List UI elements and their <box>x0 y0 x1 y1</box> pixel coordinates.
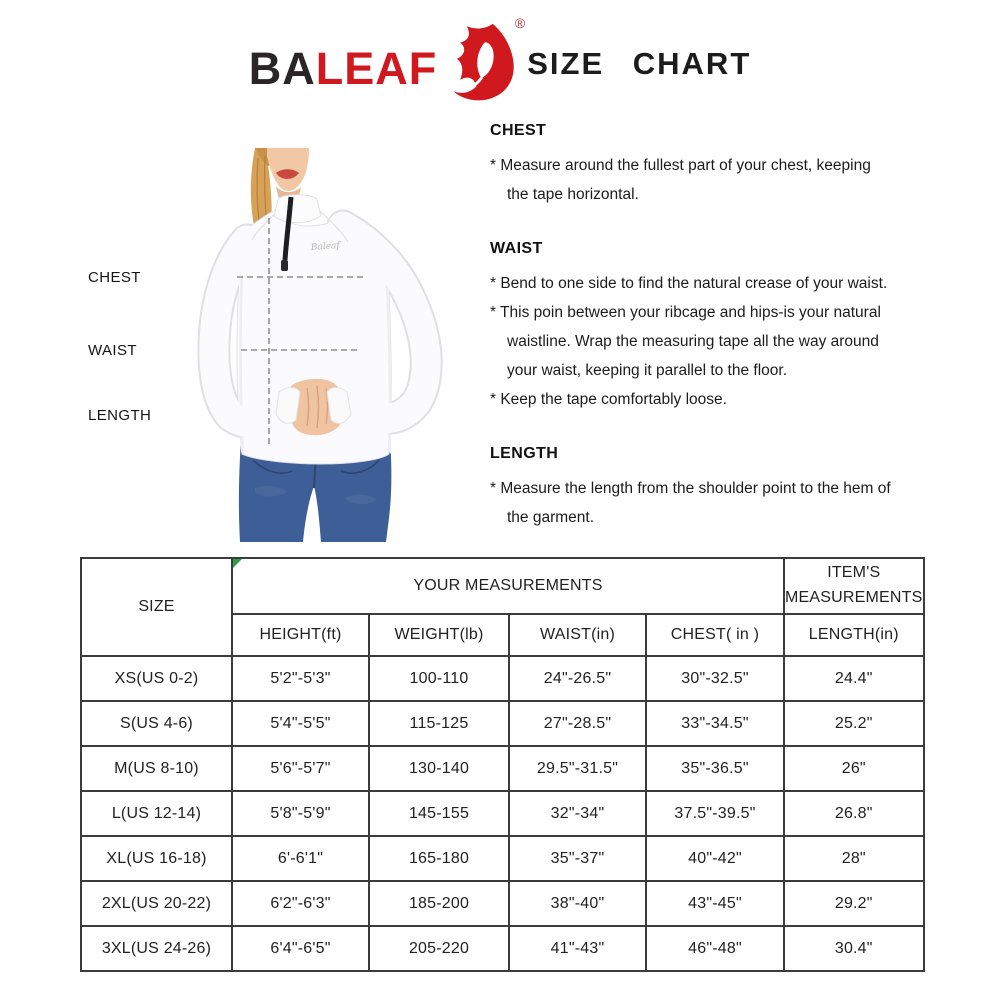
page-title: SIZE CHART <box>527 46 752 81</box>
instruction-line: * Bend to one side to find the natural crease of your waist. <box>490 275 888 292</box>
instruction-chest-heading: CHEST <box>490 122 547 139</box>
cell-length: 30.4" <box>784 926 924 971</box>
instruction-line: * Measure around the fullest part of your chest, keeping <box>490 157 871 174</box>
cell-chest: 43"-45" <box>646 881 784 926</box>
cell-waist: 29.5"-31.5" <box>509 746 646 791</box>
column-header-length: LENGTH(in) <box>784 614 924 656</box>
cell-waist: 38"-40" <box>509 881 646 926</box>
cell-size: L(US 12-14) <box>81 791 232 836</box>
figure-label-length: LENGTH <box>88 407 152 424</box>
column-header-height: HEIGHT(ft) <box>232 614 369 656</box>
instruction-chest <box>490 122 960 209</box>
brand-leaf-icon <box>439 15 526 105</box>
cell-chest: 30"-32.5" <box>646 656 784 701</box>
cell-height: 5'2"-5'3" <box>232 656 369 701</box>
items-measurements-header: ITEM'S MEASUREMENTS <box>784 558 924 614</box>
table-row <box>81 881 924 926</box>
table-row <box>81 791 924 836</box>
cell-waist: 32"-34" <box>509 791 646 836</box>
model-photo <box>195 148 465 542</box>
instruction-line: * This poin between your ribcage and hips-is your natural <box>490 304 881 321</box>
cell-waist: 35"-37" <box>509 836 646 881</box>
cell-weight: 205-220 <box>369 926 509 971</box>
instruction-waist-heading: WAIST <box>490 240 543 257</box>
cell-waist: 24"-26.5" <box>509 656 646 701</box>
instruction-line: your waist, keeping it parallel to the floor. <box>507 362 788 379</box>
instruction-waist <box>490 240 960 414</box>
table-row <box>81 746 924 791</box>
cell-length: 24.4" <box>784 656 924 701</box>
cell-length: 28" <box>784 836 924 881</box>
figure-label-waist: WAIST <box>88 342 137 359</box>
brand-name-ba: BA <box>248 42 316 94</box>
your-measurements-label: YOUR MEASUREMENTS <box>413 576 603 594</box>
cell-size: 3XL(US 24-26) <box>81 926 232 971</box>
model-illustration <box>195 148 465 542</box>
table-row <box>81 656 924 701</box>
instruction-line: the tape horizontal. <box>507 186 639 203</box>
column-header-weight: WEIGHT(lb) <box>369 614 509 656</box>
cell-size: XS(US 0-2) <box>81 656 232 701</box>
column-header-waist: WAIST(in) <box>509 614 646 656</box>
cell-weight: 185-200 <box>369 881 509 926</box>
table-row <box>81 701 924 746</box>
size-table <box>80 557 925 972</box>
cell-weight: 165-180 <box>369 836 509 881</box>
your-measurements-header <box>232 558 784 614</box>
cell-length: 25.2" <box>784 701 924 746</box>
instruction-line: * Keep the tape comfortably loose. <box>490 391 727 408</box>
shirt-logo-text: Baleaf <box>310 241 341 253</box>
brand-logo <box>248 42 438 94</box>
cell-size: S(US 4-6) <box>81 701 232 746</box>
registered-trademark: ® <box>514 15 526 31</box>
cell-length: 26" <box>784 746 924 791</box>
cell-height: 6'2"-6'3" <box>232 881 369 926</box>
leaf-flame-icon <box>439 19 517 105</box>
cell-waist: 27"-28.5" <box>509 701 646 746</box>
cell-weight: 115-125 <box>369 701 509 746</box>
cell-height: 6'-6'1" <box>232 836 369 881</box>
cell-height: 6'4"-6'5" <box>232 926 369 971</box>
cell-length: 26.8" <box>784 791 924 836</box>
cell-chest: 33"-34.5" <box>646 701 784 746</box>
cell-height: 5'4"-5'5" <box>232 701 369 746</box>
cell-weight: 130-140 <box>369 746 509 791</box>
cell-size: XL(US 16-18) <box>81 836 232 881</box>
instruction-line: * Measure the length from the shoulder point to the hem of <box>490 480 891 497</box>
instruction-length-heading: LENGTH <box>490 445 559 462</box>
header <box>0 14 1000 110</box>
table-row <box>81 926 924 971</box>
cell-chest: 37.5"-39.5" <box>646 791 784 836</box>
cell-chest: 35"-36.5" <box>646 746 784 791</box>
cell-chest: 40"-42" <box>646 836 784 881</box>
cell-size: 2XL(US 20-22) <box>81 881 232 926</box>
cell-weight: 100-110 <box>369 656 509 701</box>
figure-label-chest: CHEST <box>88 269 141 286</box>
cell-size: M(US 8-10) <box>81 746 232 791</box>
instruction-line: the garment. <box>507 509 595 526</box>
cell-weight: 145-155 <box>369 791 509 836</box>
size-column-header: SIZE <box>81 558 232 656</box>
instruction-line: waistline. Wrap the measuring tape all the way around <box>507 333 879 350</box>
cell-height: 5'8"-5'9" <box>232 791 369 836</box>
cell-waist: 41"-43" <box>509 926 646 971</box>
cell-length: 29.2" <box>784 881 924 926</box>
cell-corner-marker <box>233 559 242 568</box>
instruction-length <box>490 445 960 532</box>
column-header-chest: CHEST( in ) <box>646 614 784 656</box>
cell-chest: 46"-48" <box>646 926 784 971</box>
cell-height: 5'6"-5'7" <box>232 746 369 791</box>
table-row <box>81 836 924 881</box>
brand-name-leaf: LEAF <box>315 42 438 94</box>
